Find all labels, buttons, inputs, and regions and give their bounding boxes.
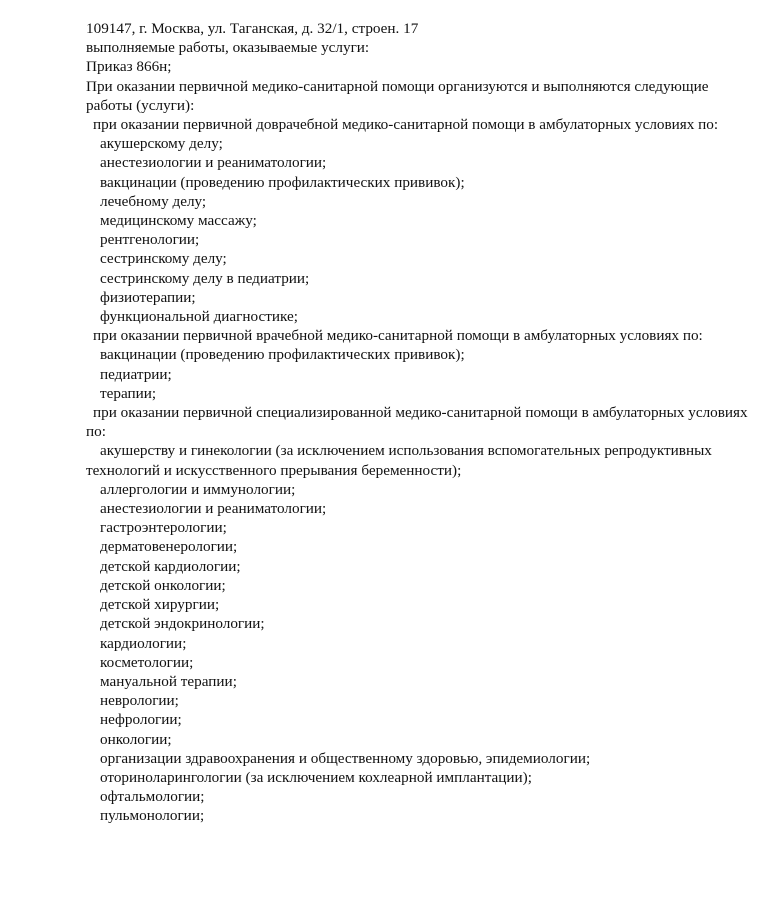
- list-item: пульмонологии;: [100, 807, 205, 825]
- list-item: аллергологии и иммунологии;: [100, 480, 296, 498]
- works-label: выполняемые работы, оказываемые услуги:: [86, 39, 370, 57]
- list-item: кардиологии;: [100, 634, 187, 652]
- list-item: офтальмологии;: [100, 788, 205, 806]
- list-item: косметологии;: [100, 653, 194, 671]
- address-line: 109147, г. Москва, ул. Таганская, д. 32/1, строен. 17: [86, 20, 419, 37]
- intro-paragraph: При оказании первичной медико-санитарной помощи организуются и выполняются следующие работы (услуги):: [86, 77, 709, 114]
- list-item: детской кардиологии;: [100, 557, 241, 575]
- list-item: лечебному делу;: [100, 192, 207, 210]
- list-item: медицинскому массажу;: [100, 212, 257, 230]
- list-item: педиатрии;: [100, 365, 172, 383]
- list-item: терапии;: [100, 384, 157, 402]
- section-heading: при оказании первичной врачебной медико-санитарной помощи в амбулаторных условиях по:: [93, 327, 703, 345]
- list-item: мануальной терапии;: [100, 672, 237, 690]
- list-item: гастроэнтерологии;: [100, 519, 227, 537]
- section-heading: при оказании первичной специализированной медико-санитарной помощи в амбулаторных условиях по:: [86, 404, 748, 441]
- list-item: детской эндокринологии;: [100, 615, 265, 633]
- list-item: детской хирургии;: [100, 596, 220, 614]
- list-item: оториноларингологии (за исключением кохлеарной имплантации);: [100, 768, 532, 786]
- list-item: анестезиологии и реаниматологии;: [100, 154, 327, 172]
- list-item: вакцинации (проведению профилактических прививок);: [100, 346, 465, 364]
- list-item: функциональной диагностике;: [100, 308, 298, 326]
- list-item: акушерскому делу;: [100, 135, 223, 153]
- section-physician: [86, 326, 756, 403]
- list-item: дерматовенерологии;: [100, 538, 238, 556]
- list-item: детской онкологии;: [100, 576, 226, 594]
- section-specialized: [86, 403, 756, 825]
- list-item: неврологии;: [100, 692, 179, 710]
- section-prehospital: [86, 115, 756, 326]
- list-item: рентгенологии;: [100, 231, 200, 249]
- list-item: онкологии;: [100, 730, 172, 748]
- list-item: организации здравоохранения и общественному здоровью, эпидемиологии;: [100, 749, 591, 767]
- list-item: вакцинации (проведению профилактических прививок);: [100, 173, 465, 191]
- list-item: сестринскому делу в педиатрии;: [100, 269, 310, 287]
- section-heading: при оказании первичной доврачебной медико-санитарной помощи в амбулаторных условиях по:: [93, 116, 719, 134]
- list-item: акушерству и гинекологии (за исключением использования вспомогательных репродуктивных технологий и искусственного прерывания беременности);: [86, 442, 712, 479]
- list-item: сестринскому делу;: [100, 250, 227, 268]
- list-item: физиотерапии;: [100, 288, 196, 306]
- list-item: анестезиологии и реаниматологии;: [100, 500, 327, 518]
- document-body: [86, 19, 756, 826]
- order-line: Приказ 866н;: [86, 58, 172, 76]
- list-item: нефрологии;: [100, 711, 182, 729]
